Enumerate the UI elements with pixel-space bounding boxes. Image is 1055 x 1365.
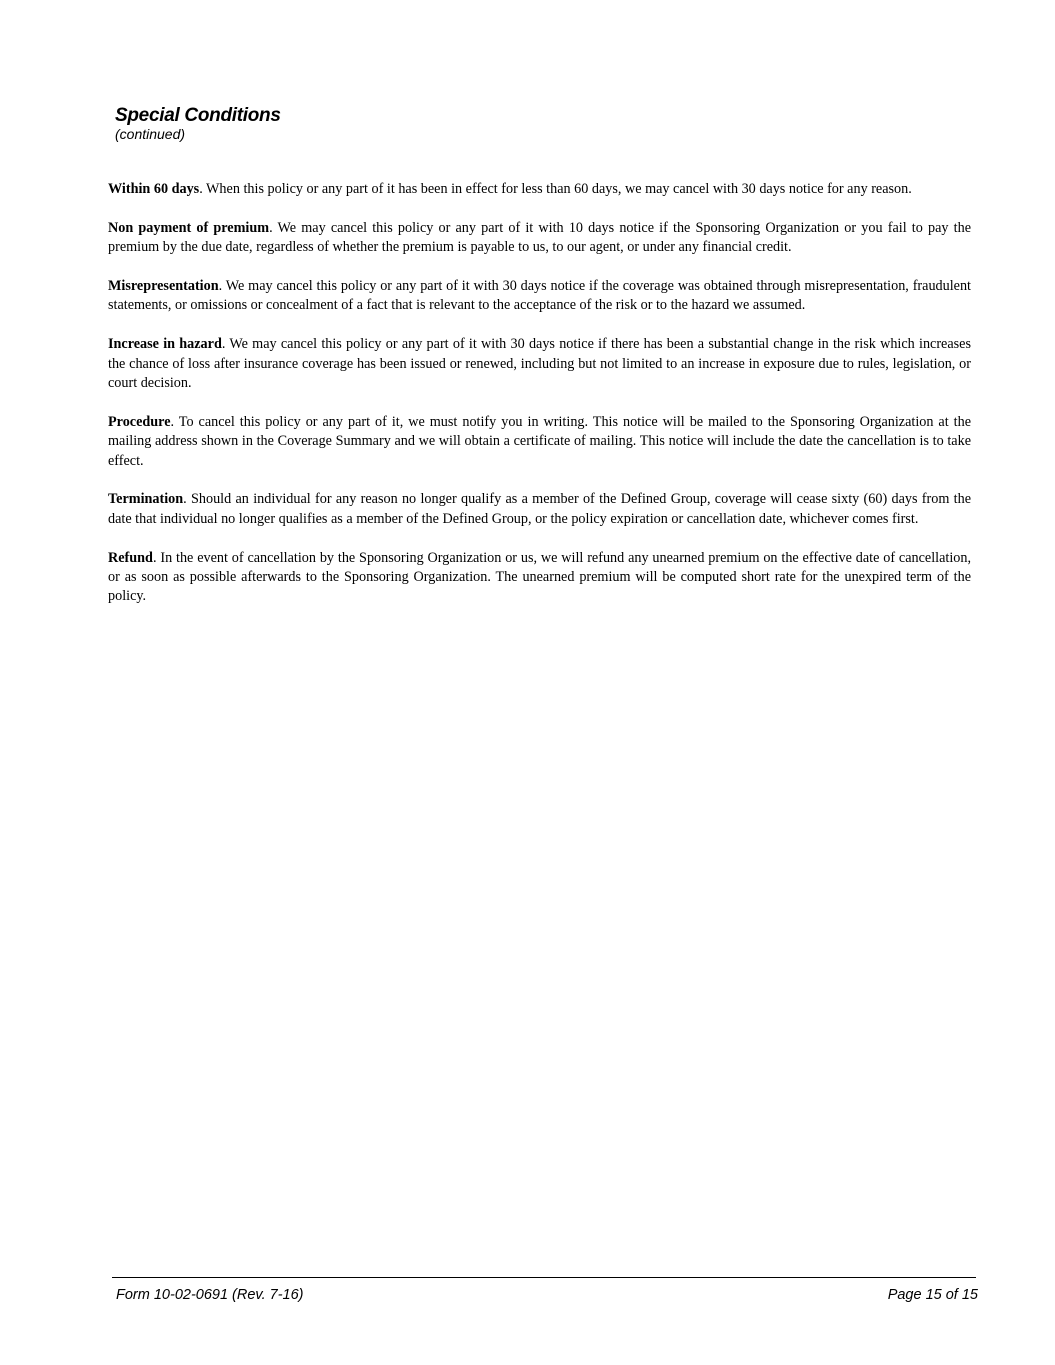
paragraph-title: Increase in hazard [108, 336, 222, 353]
section-title: Special Conditions [115, 105, 281, 126]
paragraph-title: Misrepresentation [108, 278, 219, 294]
paragraph-title: Within 60 days [108, 181, 200, 197]
paragraph-increase-in-hazard [108, 335, 971, 393]
paragraph-text: . In the event of cancellation by the Sponsoring Organization or us, we will refund any unearned premium on the effective date of cancellation, or as soon as possible afterwards to the Sponsoring Organization. The unearned premium will be computed short rate for the unexpired term of the policy. [108, 549, 971, 605]
form-number: Form 10-02-0691 (Rev. 7-16) [116, 1287, 304, 1303]
paragraph-procedure [108, 413, 971, 471]
paragraph-refund [108, 549, 971, 607]
paragraph-text: . To cancel this policy or any part of it, we must notify you in writing. This notice will be mailed to the Sponsoring Organization at the mailing address shown in the Coverage Summary and we will obtain a certificate of mailing. This notice will include the date the cancellation is to take effect. [108, 413, 971, 469]
paragraph-title: Procedure [108, 413, 171, 430]
paragraph-text: . When this policy or any part of it has been in effect for less than 60 days, we may cancel with 30 days notice for any reason. [199, 181, 912, 197]
paragraph-text: . We may cancel this policy or any part of it with 10 days notice if the Sponsoring Organization or you fail to pay the premium by the due date, regardless of whether the premium is payable to us, to our agent, or under any financial credit. [108, 219, 971, 256]
footer-divider [112, 1277, 976, 1278]
paragraph-within-60-days [108, 180, 971, 199]
page-number: Page 15 of 15 [887, 1287, 978, 1303]
paragraph-misrepresentation [108, 277, 971, 316]
paragraph-text: . We may cancel this policy or any part of it with 30 days notice if there has been a substantial change in the risk which increases the chance of loss after insurance coverage has been issued or renewed, including but not limited to an increase in exposure due to rules, legislation, or court decision. [108, 336, 971, 392]
paragraph-text: . We may cancel this policy or any part of it with 30 days notice if the coverage was obtained through misrepresentation, fraudulent statements, or omissions or concealment of a fact that is relevant to the acceptance of the risk or to the hazard we assumed. [108, 278, 971, 314]
paragraph-title: Non payment of premium [108, 219, 270, 236]
paragraph-termination [108, 490, 971, 529]
paragraph-text: . Should an individual for any reason no longer qualify as a member of the Defined Group, coverage will cease sixty (60) days from the date that individual no longer qualifies as a member of the Defined Group, or the policy expiration or cancellation date, whichever comes first. [108, 491, 971, 527]
paragraph-title: Refund [108, 549, 153, 566]
section-subtitle: (continued) [115, 126, 186, 142]
paragraph-non-payment [108, 219, 971, 258]
paragraph-title: Termination [108, 491, 184, 508]
conditions-body [108, 180, 971, 626]
